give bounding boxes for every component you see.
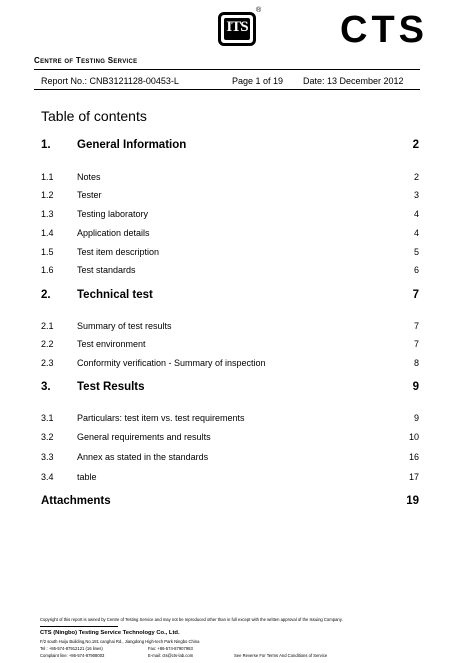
toc-entry-page: 9: [413, 413, 419, 423]
toc-entry-number: 3.1: [41, 413, 54, 423]
toc-entry-label: General requirements and results: [77, 432, 211, 442]
centre-name: Centre of Testing Service: [34, 56, 138, 65]
fax: Fax: +86-574-87907983: [148, 646, 193, 651]
toc-entry-page: 6: [413, 265, 419, 275]
toc-entry-page: 8: [413, 358, 419, 368]
see-reverse: See Reverse For Terms And Conditions of Service: [234, 653, 328, 658]
toc-entry-number: 1.4: [41, 228, 54, 238]
toc-title: Table of contents: [41, 108, 147, 124]
header-rule-top: [34, 69, 420, 70]
toc-entry-number: 1.: [41, 139, 51, 151]
cts-brand: CTS: [340, 9, 428, 51]
toc-entry-label: Notes: [77, 172, 101, 182]
toc-entry-page: 3: [413, 190, 419, 200]
toc-entry-number: 1.1: [41, 172, 54, 182]
toc-entry-label: Attachments: [41, 495, 111, 507]
toc-entry-page: 17: [408, 472, 419, 482]
email: E-mail: cts@cts-lab.com: [148, 653, 194, 658]
toc-entry-page: 19: [406, 495, 419, 507]
toc-entry-label: Particulars: test item vs. test requirements: [77, 413, 245, 423]
toc-entry-page: 2: [413, 172, 419, 182]
toc-entry-number: 1.5: [41, 247, 54, 257]
toc-entry-page: 9: [412, 381, 419, 393]
toc-entry-page: 4: [413, 209, 419, 219]
toc-entry-number: 3.4: [41, 472, 54, 482]
company-address: F/2 south Huiju Building,No.181 canghai Rd., Jiangdong High-tech Park Ningbo China: [40, 639, 200, 644]
toc-entry-label: Technical test: [77, 289, 153, 301]
toc-entry-number: 1.6: [41, 265, 54, 275]
toc-entry-label: Tester: [77, 190, 102, 200]
page-number: Page 1 of 19: [232, 76, 284, 86]
toc-entry-number: 2.2: [41, 339, 54, 349]
complaint-line: Complaint line: +86-574-87908003: [40, 653, 105, 658]
report-date: Date: 13 December 2012: [303, 76, 404, 86]
its-logo: [218, 12, 256, 46]
toc-entry-label: Summary of test results: [77, 321, 172, 331]
toc-entry-label: Test standards: [77, 265, 136, 275]
footer-rule: [40, 626, 118, 627]
toc-entry-label: Testing laboratory: [77, 209, 149, 219]
toc-entry-number: 2.: [41, 289, 51, 301]
report-number: Report No.: CNB3121128-00453-L: [41, 76, 179, 86]
its-logo-text: ITS: [226, 19, 248, 35]
toc-entry-number: 3.: [41, 381, 51, 393]
toc-entry-label: Application details: [77, 228, 150, 238]
toc-entry-number: 1.3: [41, 209, 54, 219]
toc-entry-label: General Information: [77, 139, 187, 151]
toc-entry-number: 2.1: [41, 321, 54, 331]
registered-mark: ®: [256, 7, 262, 14]
tel: Tel : +86-574-87912121 (16 lines): [40, 646, 103, 651]
toc-entry-page: 7: [413, 321, 419, 331]
copyright-notice: Copyright of this report is owned by Centre of Testing Service and may not be reproduced other than in full except with the written approval of the Issuing Company.: [40, 617, 343, 622]
toc-entry-number: 2.3: [41, 358, 54, 368]
toc-entry-label: Test item description: [77, 247, 160, 257]
toc-entry-label: table: [77, 472, 97, 482]
toc-entry-label: Test Results: [77, 381, 145, 393]
company-name: CTS (Ningbo) Testing Service Technology Co., Ltd.: [40, 630, 180, 636]
toc-entry-label: Annex as stated in the standards: [77, 452, 209, 462]
header-rule-bottom: [34, 89, 420, 90]
toc-entry-page: 2: [412, 139, 419, 151]
toc-entry-label: Test environment: [77, 339, 146, 349]
toc-entry-label: Conformity verification - Summary of inspection: [77, 358, 266, 368]
toc-entry-number: 1.2: [41, 190, 54, 200]
toc-entry-number: 3.2: [41, 432, 54, 442]
toc-entry-page: 7: [412, 289, 419, 301]
toc-entry-page: 16: [408, 452, 419, 462]
toc-entry-page: 7: [413, 339, 419, 349]
toc-entry-number: 3.3: [41, 452, 54, 462]
toc-entry-page: 4: [413, 228, 419, 238]
toc-entry-page: 5: [413, 247, 419, 257]
toc-entry-page: 10: [408, 432, 419, 442]
